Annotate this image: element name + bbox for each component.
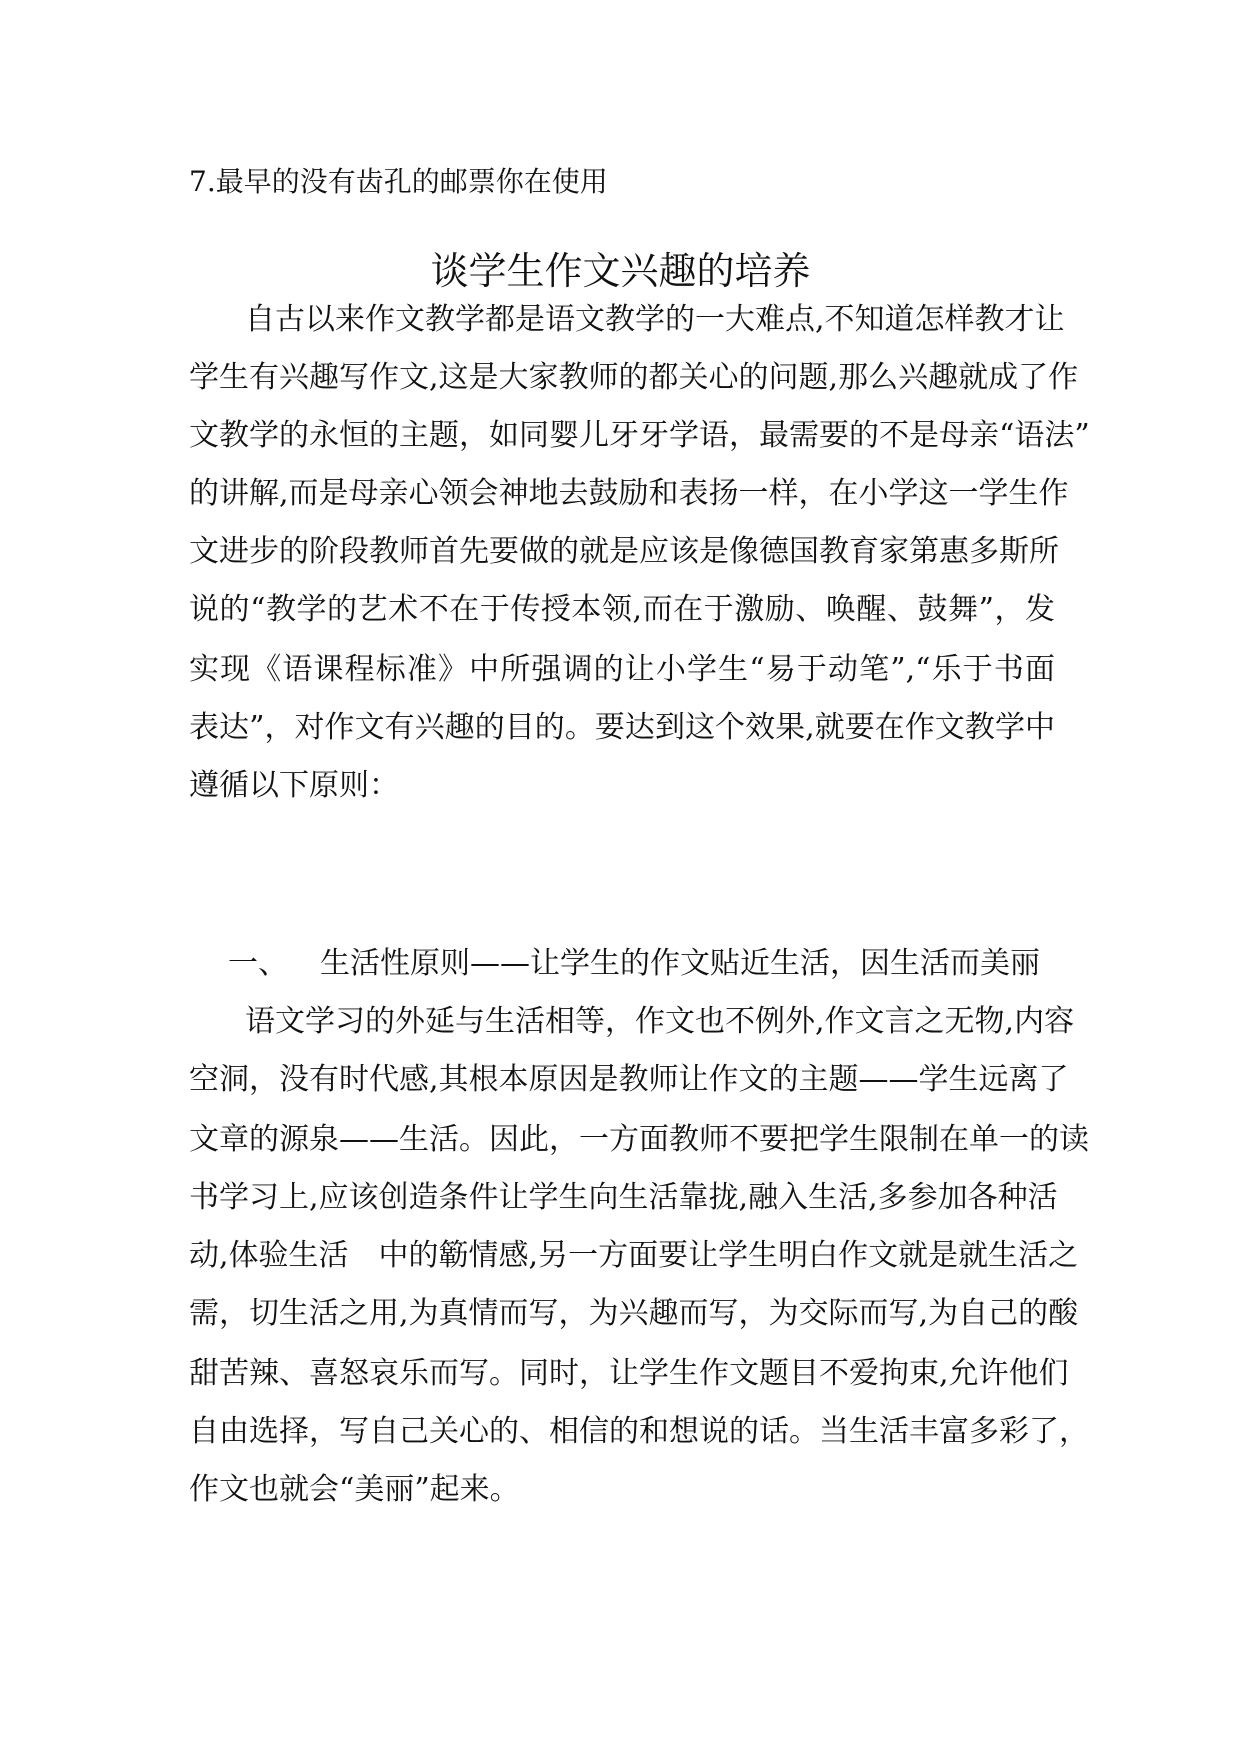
paragraph-line: 作文也就会“美丽”起来。 (189, 1472, 520, 1507)
top-note: 7.最早的没有齿孔的邮票你在使用 (189, 165, 608, 198)
paragraph-line: 动,体验生活 中的簕情感,另一方面要让学生明白作文就是就生活之 (189, 1238, 1079, 1273)
paragraph-line: 文教学的永恒的主题，如同婴儿牙牙学语，最需要的不是母亲“语法” (189, 418, 1090, 453)
paragraph-line: 遵循以下原则： (189, 768, 399, 803)
paragraph-line: 空洞，没有时代感,其根本原因是教师让作文的主题——学生远离了 (189, 1062, 1069, 1097)
paragraph-line: 表达”，对作文有兴趣的目的。要达到这个效果,就要在作文教学中 (189, 710, 1055, 745)
paragraph-line: 说的“教学的艺术不在于传授本领,而在于激励、唤醒、鼓舞”，发 (189, 592, 1055, 627)
paragraph-line: 书学习上,应该创造条件让学生向生活靠拢,融入生活,多参加各种活 (189, 1180, 1058, 1215)
paragraph-line: 的讲解,而是母亲心领会神地去鼓励和表扬一样，在小学这一学生作 (189, 476, 1069, 511)
paragraph-line: 文进步的阶段教师首先要做的就是应该是像德国教育家第惠多斯所 (189, 534, 1059, 569)
section-heading-text: 生活性原则——让学生的作文贴近生活，因生活而美丽 (320, 946, 1040, 981)
paragraph-line: 自由选择，写自己关心的、相信的和想说的话。当生活丰富多彩了， (189, 1414, 1089, 1449)
section-heading-1 (228, 944, 1040, 984)
paragraph-line: 语文学习的外延与生活相等，作文也不例外,作文言之无物,内容 (245, 1004, 1075, 1039)
paragraph-line: 自古以来作文教学都是语文教学的一大难点,不知道怎样教才让 (245, 302, 1065, 337)
paragraph-line: 学生有兴趣写作文,这是大家教师的都关心的问题,那么兴趣就成了作 (189, 360, 1079, 395)
section-number: 一、 (228, 946, 288, 981)
paragraph-line: 实现《语课程标准》中所强调的让小学生“易于动笔”,“乐于书面 (189, 652, 1055, 687)
document-title: 谈学生作文兴趣的培养 (430, 249, 811, 293)
paragraph-line: 文章的源泉——生活。因此，一方面教师不要把学生限制在单一的读 (189, 1122, 1089, 1157)
paragraph-line: 甜苦辣、喜怒哀乐而写。同时，让学生作文题目不爱拘束,允许他们 (189, 1356, 1069, 1391)
paragraph-line: 需，切生活之用,为真情而写，为兴趣而写，为交际而写,为自己的酸 (189, 1296, 1079, 1331)
